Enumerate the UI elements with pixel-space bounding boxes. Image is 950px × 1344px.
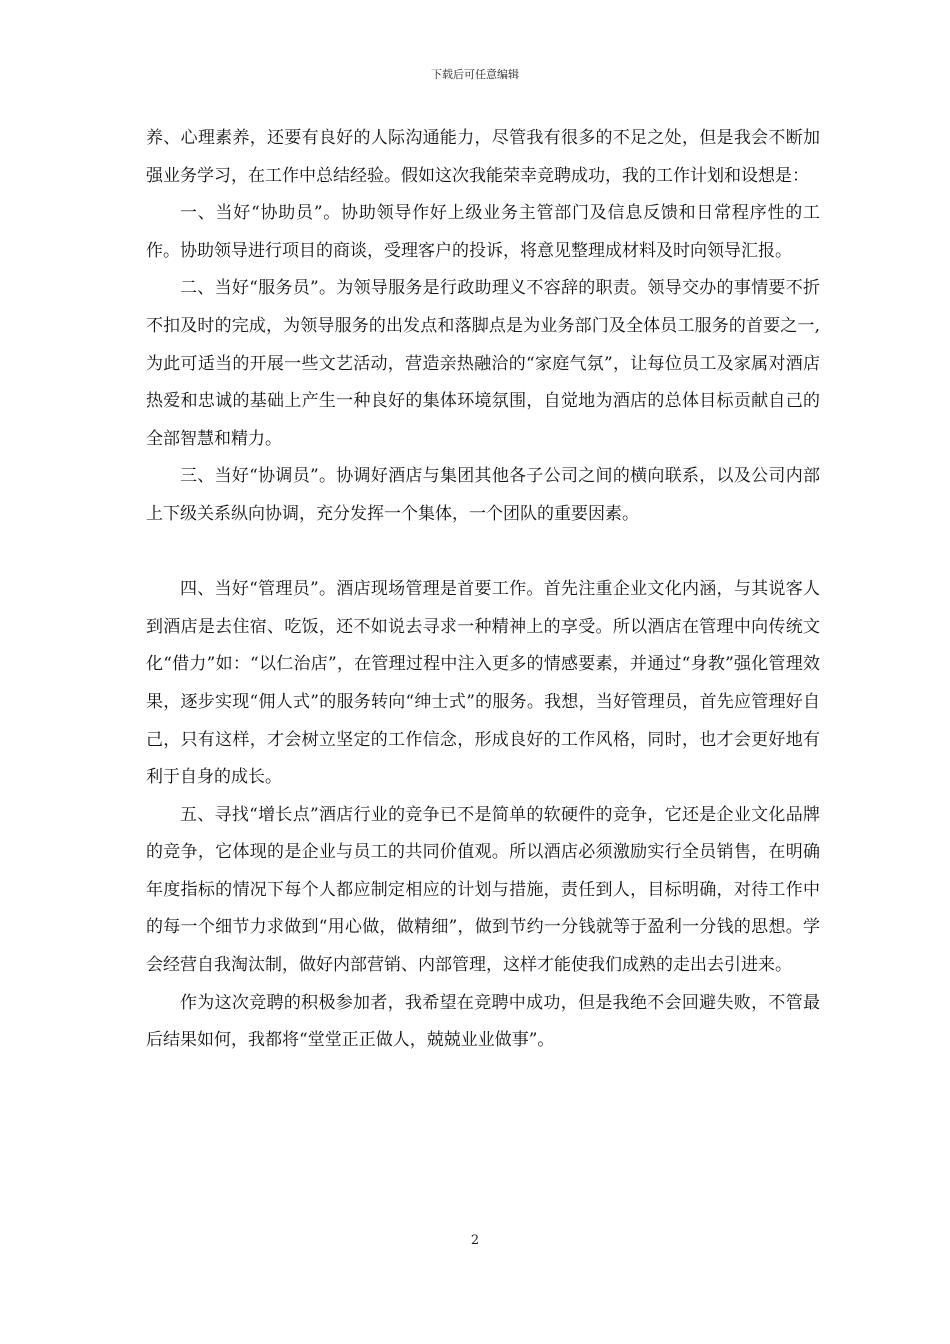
document-body [146,120,820,1060]
paragraph-service: 二、当好“服务员”。为领导服务是行政助理义不容辞的职责。领导交办的事情要不折不扣及时的完成，为领导服务的出发点和落脚点是为业务部门及全体员工服务的首要之一, 为此可适当的开展一些文艺活动，营造亲热融洽的“家庭气氛”，让每位员工及家属对酒店热爱和忠诚的基础上产生一种良好的集体环境氛围，自觉地为酒店的总体目标贡献自己的全部智慧和精力。 [146,278,820,449]
paragraph-assistant: 一、当好“协助员”。协助领导作好上级业务主管部门及信息反馈和日常程序性的工作。协助领导进行项目的商谈，受理客户的投诉，将意见整理成材料及时向领导汇报。 [146,203,820,261]
paragraph-growth-point: 五、寻找“增长点”酒店行业的竞争已不是简单的软硬件的竞争，它还是企业文化品牌的竞争，它体现的是企业与员工的共同价值观。所以酒店必须激励实行全员销售，在明确年度指标的情况下每个人都应制定相应的计划与措施，责任到人，目标明确，对待工作中的每一个细节力求做到“用心做，做精细”，做到节约一分钱就等于盈利一分钱的思想。学会经营自我淘汰制，做好内部营销、内部管理，这样才能使我们成熟的走出去引进来。 [146,804,820,976]
blank-line [146,534,820,572]
paragraph-manager: 四、当好“管理员”。酒店现场管理是首要工作。首先注重企业文化内涵，与其说客人到酒店是去住宿、吃饭，还不如说去寻求一种精神上的享受。所以酒店在管理中向传统文化“借力”如：“以仁治店”，在管理过程中注入更多的情感要素，并通过“身教”强化管理效果，逐步实现“佣人式”的服务转向“绅士式”的服务。我想，当好管理员，首先应管理好自己，只有这样，才会树立坚定的工作信念，形成良好的工作风格，同时，也才会更好地有利于自身的成长。 [146,579,820,788]
paragraph-conclusion: 作为这次竞聘的积极参加者，我希望在竞聘中成功，但是我绝不会回避失败，不管最后结果如何，我都将“堂堂正正做人，兢兢业业做事”。 [146,992,820,1051]
page-number: 2 [470,1233,480,1248]
page-header: 下载后可任意编辑 [431,68,519,81]
paragraph-coordinator: 三、当好“协调员”。协调好酒店与集团其他各子公司之间的横向联系，以及公司内部上下级关系纵向协调，充分发挥一个集体，一个团队的重要因素。 [146,466,820,524]
paragraph-continuation: 养、心理素养，还要有良好的人际沟通能力，尽管我有很多的不足之处，但是我会不断加强业务学习，在工作中总结经验。假如这次我能荣幸竞聘成功，我的工作计划和设想是： [146,128,820,186]
